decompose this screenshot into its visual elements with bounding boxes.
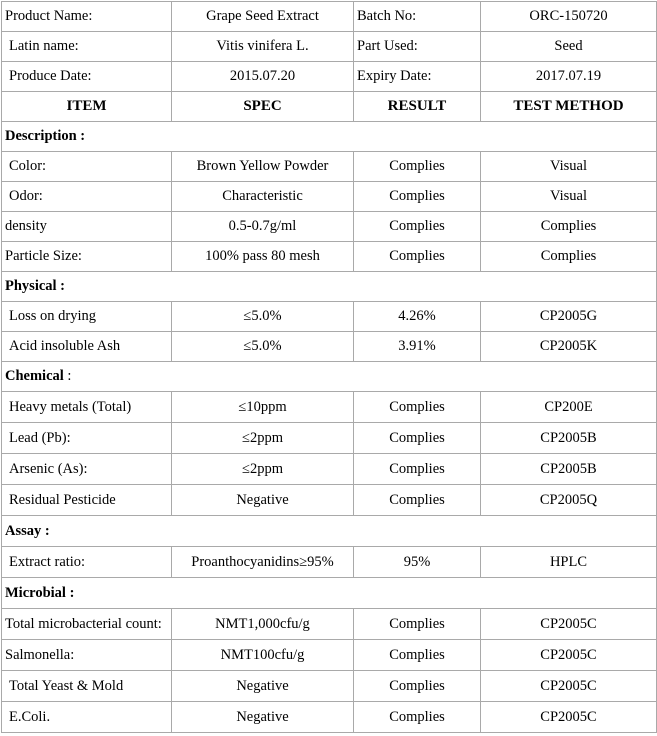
section-title-assay: Assay : [2, 516, 657, 547]
item-cell: Acid insoluble Ash [2, 332, 172, 362]
part-used-label: Part Used: [354, 32, 481, 62]
result-cell: Complies [354, 423, 481, 454]
spec-cell: ≤2ppm [172, 454, 354, 485]
part-used-value: Seed [481, 32, 657, 62]
spec-cell: NMT100cfu/g [172, 640, 354, 671]
spec-cell: Characteristic [172, 182, 354, 212]
result-cell: Complies [354, 392, 481, 423]
section-title-physical: Physical : [2, 272, 657, 302]
method-cell: Visual [481, 182, 657, 212]
spec-cell: Brown Yellow Powder [172, 152, 354, 182]
item-cell: Total microbacterial count: [2, 609, 172, 640]
method-cell: CP200E [481, 392, 657, 423]
result-cell: Complies [354, 640, 481, 671]
table-row [2, 332, 657, 362]
table-row [2, 152, 657, 182]
method-cell: HPLC [481, 547, 657, 578]
result-cell: Complies [354, 454, 481, 485]
spec-cell: ≤10ppm [172, 392, 354, 423]
spec-cell: 0.5-0.7g/ml [172, 212, 354, 242]
table-row [2, 640, 657, 671]
section-title-chemical-text: Chemical [5, 368, 64, 384]
latin-name-value: Vitis vinifera L. [172, 32, 354, 62]
section-row-microbial [2, 578, 657, 609]
section-row-description [2, 122, 657, 152]
item-cell: Lead (Pb): [2, 423, 172, 454]
result-cell: 4.26% [354, 302, 481, 332]
result-cell: Complies [354, 182, 481, 212]
item-cell: Salmonella: [2, 640, 172, 671]
table-row [2, 423, 657, 454]
method-cell: CP2005C [481, 671, 657, 702]
item-cell: Arsenic (As): [2, 454, 172, 485]
section-title-microbial: Microbial : [2, 578, 657, 609]
method-cell: CP2005B [481, 454, 657, 485]
product-name-value: Grape Seed Extract [172, 2, 354, 32]
table-row [2, 702, 657, 733]
expiry-date-value: 2017.07.19 [481, 62, 657, 92]
method-cell: CP2005G [481, 302, 657, 332]
produce-date-label: Produce Date: [2, 62, 172, 92]
item-cell: E.Coli. [2, 702, 172, 733]
item-cell: Heavy metals (Total) [2, 392, 172, 423]
spec-cell: NMT1,000cfu/g [172, 609, 354, 640]
item-cell: Extract ratio: [2, 547, 172, 578]
item-cell: Particle Size: [2, 242, 172, 272]
item-cell: Loss on drying [2, 302, 172, 332]
spec-cell: Negative [172, 702, 354, 733]
table-row [2, 302, 657, 332]
result-cell: Complies [354, 671, 481, 702]
result-cell: Complies [354, 609, 481, 640]
table-row [2, 454, 657, 485]
method-cell: Visual [481, 152, 657, 182]
item-cell: Total Yeast & Mold [2, 671, 172, 702]
spec-cell: Proanthocyanidins≥95% [172, 547, 354, 578]
certificate-of-analysis-table [1, 1, 657, 733]
table-row [2, 212, 657, 242]
result-cell: 3.91% [354, 332, 481, 362]
spec-cell: Negative [172, 485, 354, 516]
expiry-date-label: Expiry Date: [354, 62, 481, 92]
spec-cell: ≤2ppm [172, 423, 354, 454]
info-row [2, 2, 657, 32]
item-cell: Color: [2, 152, 172, 182]
result-cell: Complies [354, 702, 481, 733]
column-header-row [2, 92, 657, 122]
column-header-result: RESULT [354, 92, 481, 122]
method-cell: CP2005K [481, 332, 657, 362]
method-cell: CP2005Q [481, 485, 657, 516]
result-cell: Complies [354, 242, 481, 272]
method-cell: CP2005C [481, 702, 657, 733]
batch-no-value: ORC-150720 [481, 2, 657, 32]
result-cell: Complies [354, 152, 481, 182]
produce-date-value: 2015.07.20 [172, 62, 354, 92]
item-cell: Odor: [2, 182, 172, 212]
column-header-item: ITEM [2, 92, 172, 122]
section-row-chemical [2, 362, 657, 392]
table-row [2, 392, 657, 423]
method-cell: Complies [481, 212, 657, 242]
table-row [2, 671, 657, 702]
info-row [2, 62, 657, 92]
method-cell: CP2005C [481, 609, 657, 640]
spec-cell: Negative [172, 671, 354, 702]
section-title-chemical [2, 362, 657, 392]
section-row-physical [2, 272, 657, 302]
result-cell: Complies [354, 212, 481, 242]
table-row [2, 485, 657, 516]
section-row-assay [2, 516, 657, 547]
table-row [2, 182, 657, 212]
info-row [2, 32, 657, 62]
batch-no-label: Batch No: [354, 2, 481, 32]
method-cell: CP2005C [481, 640, 657, 671]
item-cell: density [2, 212, 172, 242]
method-cell: CP2005B [481, 423, 657, 454]
spec-cell: ≤5.0% [172, 302, 354, 332]
section-title-description: Description : [2, 122, 657, 152]
section-title-chemical-colon: : [63, 368, 72, 384]
column-header-spec: SPEC [172, 92, 354, 122]
spec-cell: ≤5.0% [172, 332, 354, 362]
spec-cell: 100% pass 80 mesh [172, 242, 354, 272]
table-row [2, 242, 657, 272]
item-cell: Residual Pesticide [2, 485, 172, 516]
table-row [2, 547, 657, 578]
result-cell: 95% [354, 547, 481, 578]
method-cell: Complies [481, 242, 657, 272]
latin-name-label: Latin name: [2, 32, 172, 62]
table-row [2, 609, 657, 640]
result-cell: Complies [354, 485, 481, 516]
product-name-label: Product Name: [2, 2, 172, 32]
column-header-test-method: TEST METHOD [481, 92, 657, 122]
